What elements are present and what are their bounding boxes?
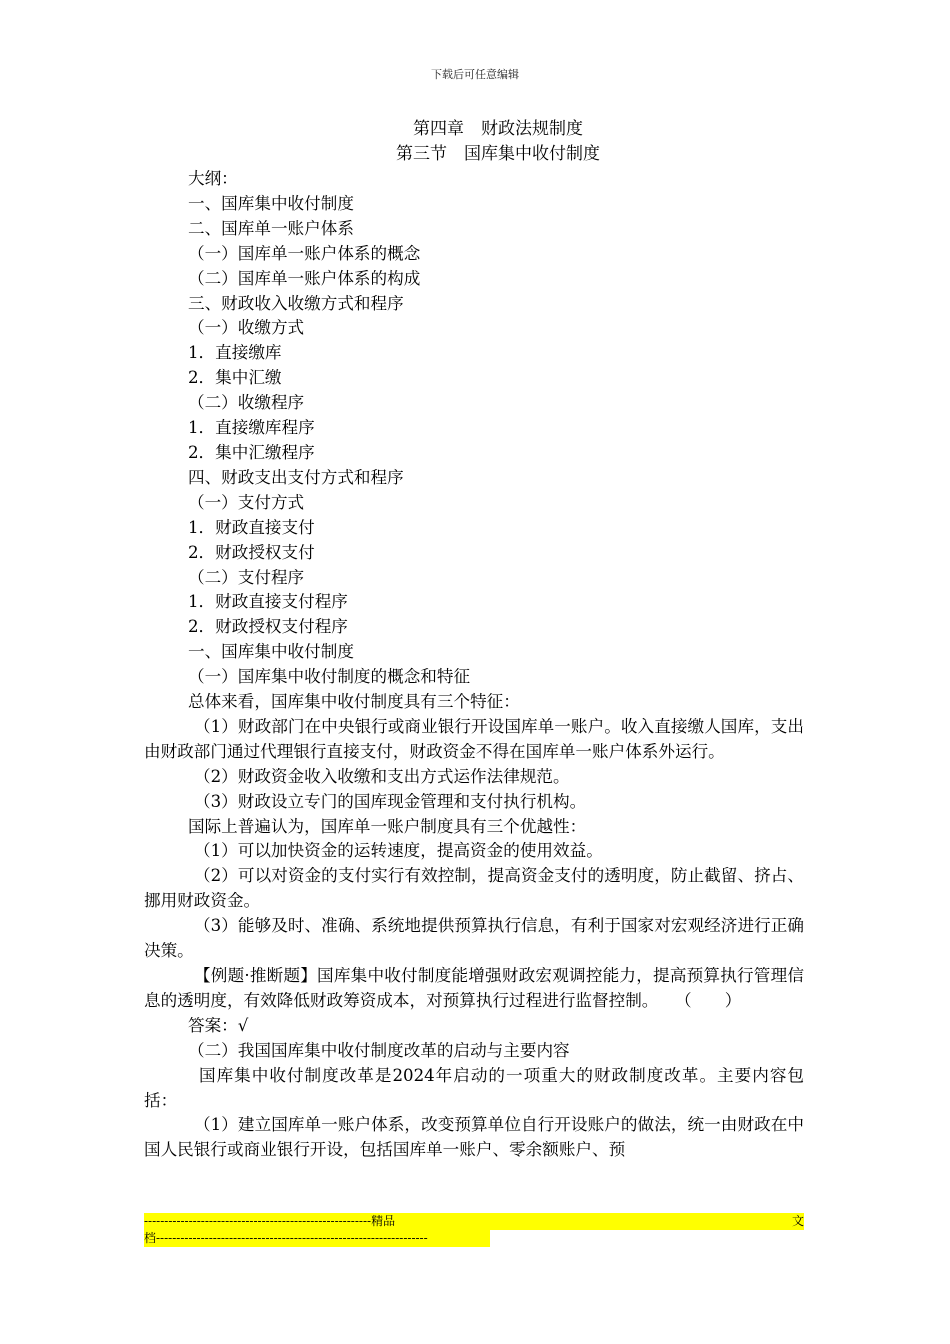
outline-line: 三、财政收入收缴方式和程序 — [188, 293, 404, 313]
paragraph: 国库集中收付制度改革是2024年启动的一项重大的财政制度改革。主要内容包括： — [144, 1065, 804, 1110]
outline-line: 1．财政直接支付程序 — [188, 592, 348, 612]
paragraph: （3）能够及时、准确、系统地提供预算执行信息，有利于国家对宏观经济进行正确决策。 — [144, 916, 804, 961]
footer-word: 文 — [791, 1214, 804, 1228]
subsection-heading: （一）国库集中收付制度的概念和特征 — [188, 667, 471, 687]
paragraph: （2）可以对资金的支付实行有效控制，提高资金支付的透明度，防止截留、挤占、挪用财政资金。 — [144, 866, 804, 911]
paragraph: （1）财政部门在中央银行或商业银行开设国库单一账户。收入直接缴人国库，支出由财政部门通过代理银行直接支付，财政资金不得在国库单一账户体系外运行。 — [144, 716, 804, 761]
footer-row-2: 档------------------------------------------------------------------- — [144, 1230, 490, 1247]
outline-line: （二）收缴程序 — [188, 393, 305, 413]
footer-row — [144, 1213, 804, 1230]
section-heading: 一、国库集中收付制度 — [188, 642, 354, 662]
outline-line: 一、国库集中收付制度 — [188, 193, 354, 213]
outline-line: （一）国库单一账户体系的概念 — [188, 243, 421, 263]
footer-word: 品 — [383, 1214, 396, 1228]
document-body — [144, 167, 804, 1163]
outline-line: 二、国库单一账户体系 — [188, 218, 354, 238]
outline-line: 2．财政授权支付 — [188, 542, 315, 562]
paragraph: 国际上普遍认为，国库单一账户制度具有三个优越性： — [188, 816, 587, 836]
subsection-heading: （二）我国国库集中收付制度改革的启动与主要内容 — [188, 1040, 570, 1060]
outline-line: （二）国库单一账户体系的构成 — [188, 268, 421, 288]
body-line: 总体来看，国库集中收付制度具有三个特征： — [188, 692, 520, 712]
outline-line: 1．直接缴库 — [188, 343, 282, 363]
outline-line: 2．财政授权支付程序 — [188, 617, 348, 637]
paragraph: （1）建立国库单一账户体系，改变预算单位自行开设账户的做法，统一由财政在中国人民银行或商业银行开设，包括国库单一账户、零余额账户、预 — [144, 1115, 804, 1160]
outline-line: 1．直接缴库程序 — [188, 418, 315, 438]
outline-line: 四、财政支出支付方式和程序 — [188, 467, 404, 487]
outline-line: 1．财政直接支付 — [188, 517, 315, 537]
outline-line: （一）支付方式 — [188, 492, 305, 512]
answer: 答案：√ — [188, 1015, 249, 1035]
paragraph: （1）可以加快资金的运转速度，提高资金的使用效益。 — [194, 841, 603, 861]
chapter-title: 第四章 财政法规制度 — [413, 119, 583, 139]
footer-dashes: -------------------------------------------------------- — [144, 1214, 372, 1228]
outline-line: 2．集中汇缴 — [188, 368, 282, 388]
example-question: 【例题·推断题】国库集中收付制度能增强财政宏观调控能力，提高预算执行管理信息的透明度，有效降低财政筹资成本，对预算执行过程进行监督控制。 （ ） — [144, 966, 804, 1010]
outline-line: 大纲： — [188, 169, 238, 188]
outline-line: （一）收缴方式 — [188, 318, 305, 338]
page-header: 下载后可任意编辑 — [431, 68, 519, 81]
outline-line: （二）支付程序 — [188, 567, 305, 587]
paragraph: （2）财政资金收入收缴和支出方式运作法律规范。 — [194, 766, 570, 786]
paragraph: （3）财政设立专门的国库现金管理和支付执行机构。 — [194, 791, 587, 811]
outline-line: 2．集中汇缴程序 — [188, 442, 315, 462]
page-footer — [144, 1213, 804, 1252]
footer-word: 精 — [371, 1214, 384, 1228]
section-title: 第三节 国库集中收付制度 — [396, 144, 600, 164]
